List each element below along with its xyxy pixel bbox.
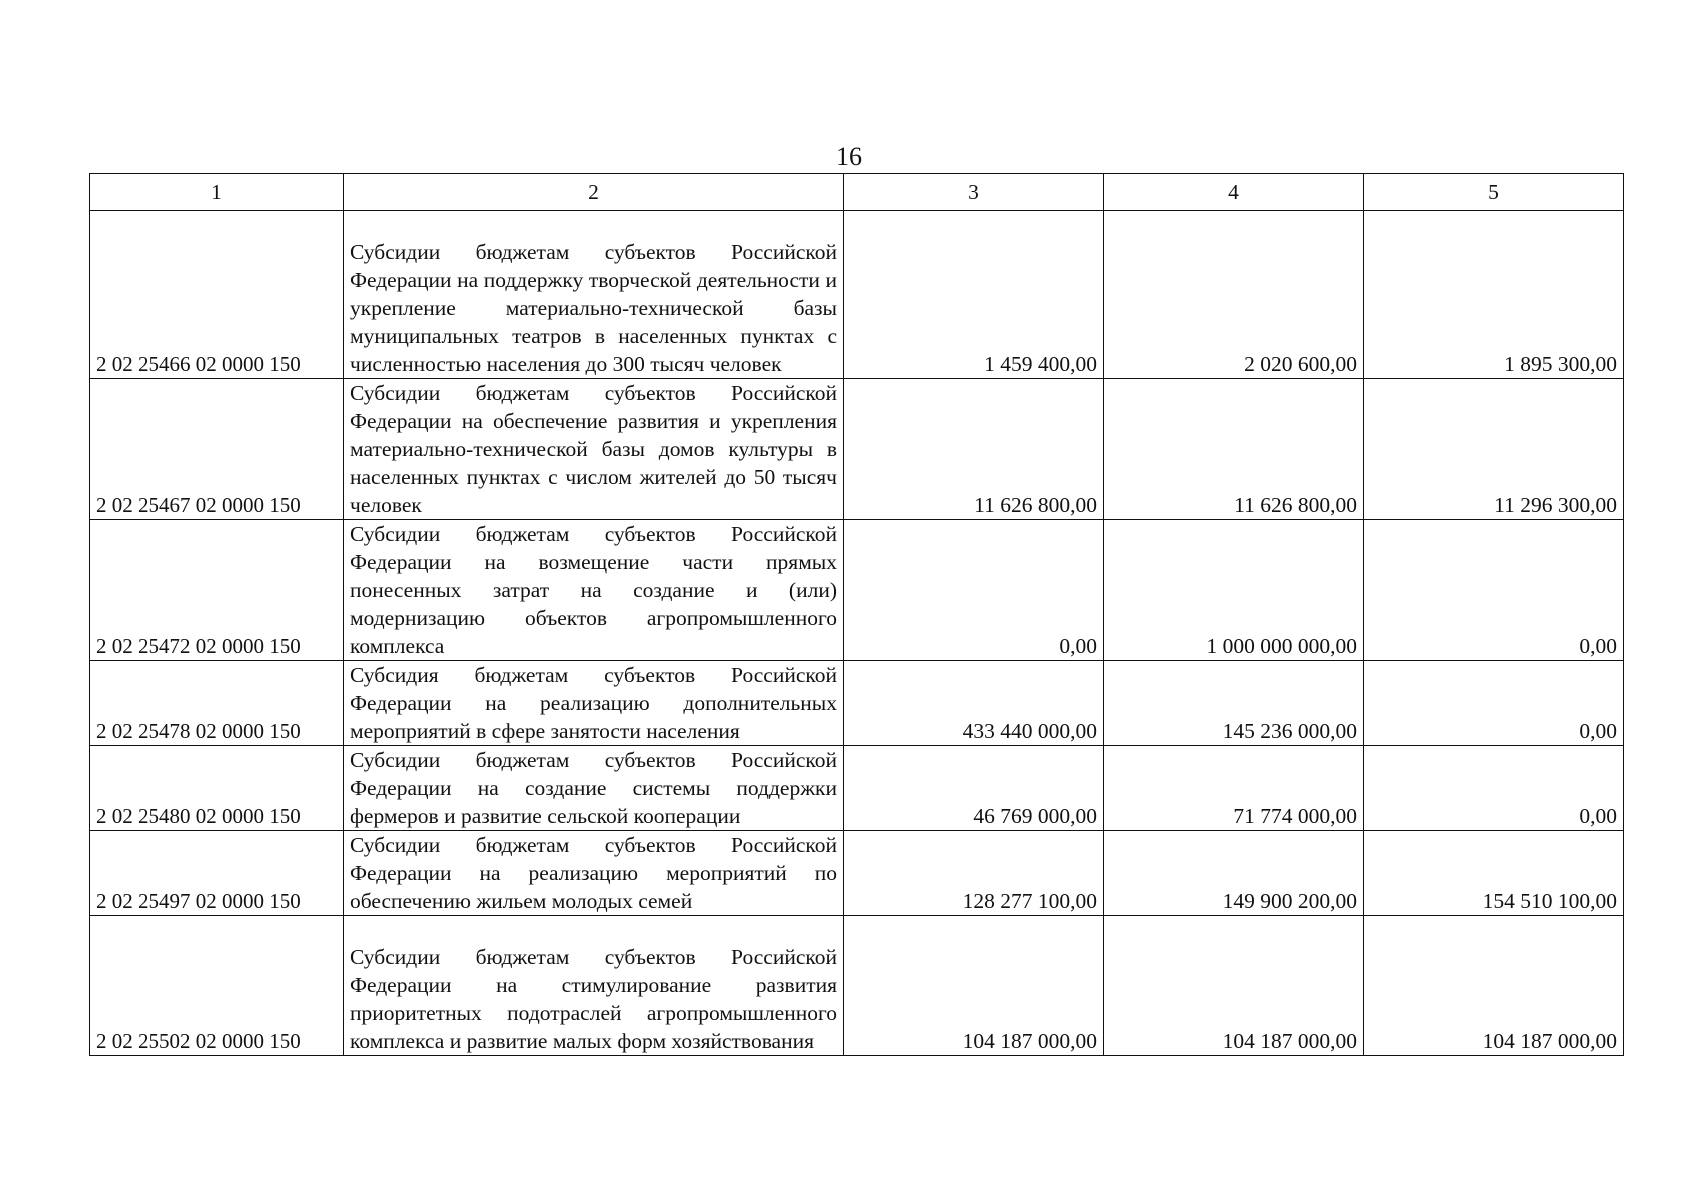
table-row [90, 379, 1624, 520]
table-row [90, 746, 1624, 831]
amount-col5: 154 510 100,00 [1364, 831, 1624, 916]
amount-col5: 1 895 300,00 [1364, 211, 1624, 379]
amount-col5: 0,00 [1364, 661, 1624, 746]
amount-col3: 0,00 [844, 520, 1104, 661]
amount-col4: 11 626 800,00 [1104, 379, 1364, 520]
table-row [90, 916, 1624, 1056]
amount-col4: 149 900 200,00 [1104, 831, 1364, 916]
amount-col5: 0,00 [1364, 520, 1624, 661]
column-header: 2 [344, 174, 844, 211]
subsidy-name: Субсидии бюджетам субъектов Российской Федерации на создание системы поддержки фермеров и развитие сельской кооперации [344, 746, 844, 831]
amount-col5: 104 187 000,00 [1364, 916, 1624, 1056]
budget-code: 2 02 25480 02 0000 150 [90, 746, 344, 831]
column-header: 1 [90, 174, 344, 211]
budget-code: 2 02 25472 02 0000 150 [90, 520, 344, 661]
amount-col4: 1 000 000 000,00 [1104, 520, 1364, 661]
budget-table [89, 173, 1624, 1056]
amount-col4: 145 236 000,00 [1104, 661, 1364, 746]
subsidy-name: Субсидия бюджетам субъектов Российской Федерации на реализацию дополнительных мероприятий в сфере занятости населения [344, 661, 844, 746]
table-row [90, 520, 1624, 661]
amount-col3: 1 459 400,00 [844, 211, 1104, 379]
amount-col4: 104 187 000,00 [1104, 916, 1364, 1056]
amount-col5: 0,00 [1364, 746, 1624, 831]
budget-code: 2 02 25502 02 0000 150 [90, 916, 344, 1056]
table-row [90, 661, 1624, 746]
header-row [90, 174, 1624, 211]
amount-col3: 433 440 000,00 [844, 661, 1104, 746]
subsidy-name: Субсидии бюджетам субъектов Российской Федерации на обеспечение развития и укрепления материально-технической базы домов культуры в населенных пунктах с числом жителей до 50 тысяч человек [344, 379, 844, 520]
amount-col3: 128 277 100,00 [844, 831, 1104, 916]
subsidy-name: Субсидии бюджетам субъектов Российской Федерации на поддержку творческой деятельности и укрепление материально-технической базы муниципальных театров в населенных пунктах с численностью населения до 300 тысяч человек [344, 211, 844, 379]
amount-col3: 11 626 800,00 [844, 379, 1104, 520]
amount-col5: 11 296 300,00 [1364, 379, 1624, 520]
subsidy-name: Субсидии бюджетам субъектов Российской Федерации на стимулирование развития приоритетных подотраслей агропромышленного комплекса и развитие малых форм хозяйствования [344, 916, 844, 1056]
budget-code: 2 02 25478 02 0000 150 [90, 661, 344, 746]
column-header: 3 [844, 174, 1104, 211]
column-header: 4 [1104, 174, 1364, 211]
amount-col4: 2 020 600,00 [1104, 211, 1364, 379]
budget-code: 2 02 25467 02 0000 150 [90, 379, 344, 520]
table-row [90, 211, 1624, 379]
page-number: 16 [836, 142, 862, 171]
column-header: 5 [1364, 174, 1624, 211]
budget-code: 2 02 25497 02 0000 150 [90, 831, 344, 916]
subsidy-name: Субсидии бюджетам субъектов Российской Федерации на возмещение части прямых понесенных затрат на создание и (или) модернизацию объектов агропромышленного комплекса [344, 520, 844, 661]
subsidy-name: Субсидии бюджетам субъектов Российской Федерации на реализацию мероприятий по обеспечению жильем молодых семей [344, 831, 844, 916]
budget-code: 2 02 25466 02 0000 150 [90, 211, 344, 379]
amount-col4: 71 774 000,00 [1104, 746, 1364, 831]
table-row [90, 831, 1624, 916]
amount-col3: 104 187 000,00 [844, 916, 1104, 1056]
amount-col3: 46 769 000,00 [844, 746, 1104, 831]
